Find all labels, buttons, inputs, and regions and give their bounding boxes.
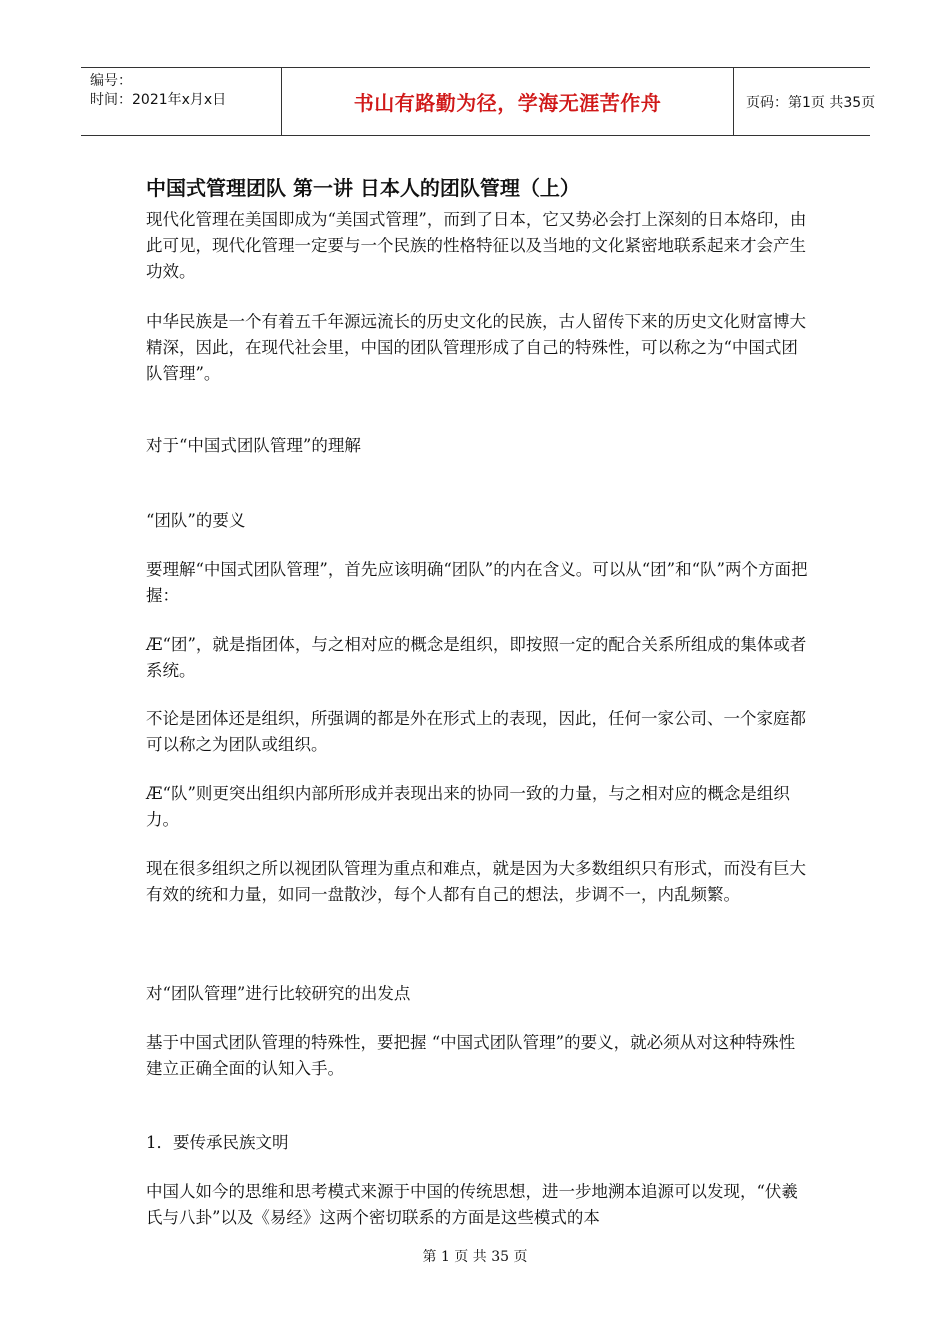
paragraph: 现在很多组织之所以视团队管理为重点和难点，就是因为大多数组织只有形式，而没有巨大有效的统和力量，如同一盘散沙，每个人都有自己的想法，步调不一，内乱频繁。 [146,859,806,904]
paragraph: 现代化管理在美国即成为“美国式管理”，而到了日本，它又势必会打上深刻的日本烙印，由此可见，现代化管理一定要与一个民族的性格特征以及当地的文化紧密地联系起来才会产生功效。 [146,210,807,281]
header-page-cell [734,68,876,135]
document-title: 中国式管理团队 第一讲 日本人的团队管理（上） [146,176,580,200]
paragraph: 要理解“中国式团队管理”，首先应该明确“团队”的内在含义。可以从“团”和“队”两个方面把握： [146,560,808,605]
bullet-paragraph: Æ“队”则更突出组织内部所形成并表现出来的协同一致的力量，与之相对应的概念是组织力。 [146,784,790,829]
section-heading: 对于“中国式团队管理”的理解 [146,436,361,455]
paragraph: 基于中国式团队管理的特殊性，要把握 “中国式团队管理”的要义，就必须从对这种特殊性建立正确全面的认知入手。 [146,1033,796,1078]
number-label: 编号： [90,73,132,89]
bullet-paragraph: Æ“团”，就是指团体，与之相对应的概念是组织，即按照一定的配合关系所组成的集体或者系统。 [146,635,807,680]
numbered-heading: 1．要传承民族文明 [146,1133,289,1152]
page-code: 页码：第1页 共35页 [746,94,876,111]
paragraph: 中国人如今的思维和思考模式来源于中国的传统思想，进一步地溯本追源可以发现，“伏羲氏与八卦”以及《易经》这两个密切联系的方面是这些模式的本 [146,1182,798,1227]
motto-text: 书山有路勤为径，学海无涯苦作舟 [353,91,662,115]
document-header [81,67,876,136]
paragraph: 中华民族是一个有着五千年源远流长的历史文化的民族，古人留传下来的历史文化财富博大精深，因此，在现代社会里，中国的团队管理形成了自己的特殊性，可以称之为“中国式团队管理”。 [146,312,806,383]
page-footer: 第 1 页 共 35 页 [422,1249,528,1265]
section-heading: “团队”的要义 [146,511,246,530]
header-left-cell [81,68,281,135]
time-label: 时间：2021年x月x日 [90,92,227,108]
paragraph: 不论是团体还是组织，所强调的都是外在形式上的表现，因此，任何一家公司、一个家庭都可以称之为团队或组织。 [146,709,806,754]
header-motto-cell [281,68,734,135]
section-heading: 对“团队管理”进行比较研究的出发点 [146,984,411,1003]
